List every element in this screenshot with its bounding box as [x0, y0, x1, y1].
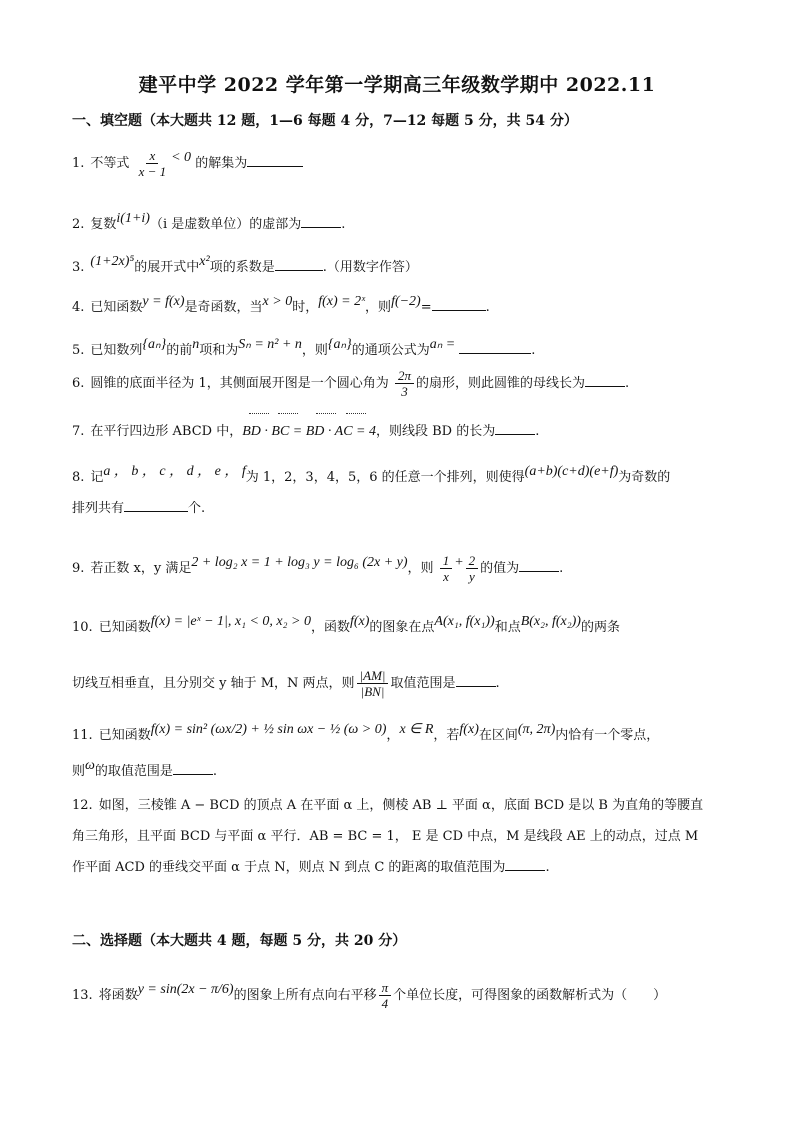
fraction: $\frac{2}{y}$: [466, 553, 479, 584]
question-7: 7. 在平行四边形 ABCD 中，BD · BC = BD · AC = 4，则线段 BD 的长为 .: [72, 420, 732, 442]
question-9: 9. 若正数 x，y 满足2 + log₂ x = 1 + log₃ y = log₆ (2x + y)，则 $\frac{1}{x}$ + $\frac{2}{y}$ 的值为 .: [72, 553, 564, 584]
question-12: 12. 如图，三棱锥 A − BCD 的顶点 A 在平面 α 上，侧棱 AB ⊥ 平面 α，底面 BCD 是以 B 为直角的等腰直 角三角形，且平面 BCD 与平面 α 平行．AB = BC = 1， E 是 CD 中点，M 是线段 AE 上的动点，过点 M 作平面 ACD 的垂线交平面 α 于点 N，则点 N 到点 C 的距离的取值范围为 .: [72, 798, 704, 875]
question-8: 8. 记a ， b ， c ， d ， e ， f为 1，2，3，4，5，6 的任意一个排列，则使得(a+b)(c+d)(e+f)为奇数的 排列共有 个.: [72, 464, 671, 516]
question-4: 4. 已知函数y = f(x)是奇函数，当x > 0时，f(x) = 2ˣ，则f(−2)= .: [72, 294, 490, 315]
fraction: $\frac{\pi}{4}$: [379, 980, 392, 1011]
question-1: 1. 不等式 $\frac{x}{x - 1}$ < 0 的解集为: [72, 148, 732, 179]
math-expression: f(x) = sin² (ωx/2) + ½ sin ωx − ½ (ω > 0): [150, 722, 387, 737]
answer-blank: [124, 497, 188, 512]
section-2-header: 二、选择题（本大题共 4 题，每题 5 分，共 20 分）: [72, 933, 407, 949]
answer-blank: [456, 672, 496, 687]
question-6: 6. 圆锥的底面半径为 1，其侧面展开图是一个圆心角为 $\frac{2\pi}{3}$ 的扇形，则此圆锥的母线长为 .: [72, 368, 630, 399]
math-expression: (1+2x)⁵: [90, 254, 135, 269]
vector-arrow-mark: [316, 413, 336, 417]
answer-blank: [432, 296, 486, 311]
math-expression: f(x) = |eˣ − 1|, x₁ < 0, x₂ > 0: [150, 614, 311, 629]
vector-expression: BD · BC = BD · AC = 4: [242, 424, 376, 439]
fraction: $\frac{x}{x - 1}$: [138, 148, 167, 179]
answer-blank: [275, 256, 323, 271]
page-title: 建平中学 2022 学年第一学期高三年级数学期中 2022.11: [138, 74, 656, 96]
math-expression: y = sin(2x − π/6): [137, 982, 234, 997]
answer-blank: [173, 760, 213, 775]
math-expression: 2 + log₂ x = 1 + log₃ y = log₆ (2x + y): [191, 555, 408, 570]
question-3: 3. (1+2x)⁵的展开式中x²项的系数是 .（用数字作答）: [72, 254, 418, 275]
math-expression: i(1+i): [116, 211, 150, 226]
answer-blank: [459, 339, 531, 354]
fraction: $\frac{|AM|}{|BN|}$: [357, 668, 389, 699]
vector-arrow-mark: [249, 413, 269, 417]
answer-blank: [505, 856, 545, 871]
fraction: $\frac{2\pi}{3}$: [395, 368, 414, 399]
question-2: 2. 复数i(1+i)（i 是虚数单位）的虚部为 .: [72, 211, 346, 232]
question-13: 13. 将函数y = sin(2x − π/6)的图象上所有点向右平移 $\frac{\pi}{4}$ 个单位长度，可得图象的函数解析式为（ ）: [72, 980, 667, 1011]
answer-blank: [301, 213, 341, 228]
answer-blank: [519, 557, 559, 572]
section-1-header: 一、填空题（本大题共 12 题，1—6 每题 4 分，7—12 每题 5 分，共 54 分）: [72, 113, 578, 129]
answer-blank: [585, 372, 625, 387]
vector-arrow-mark: [278, 413, 298, 417]
answer-blank: [247, 152, 303, 167]
question-number: 1.: [72, 156, 85, 171]
fraction: $\frac{1}{x}$: [440, 553, 453, 584]
question-11: 11. 已知函数f(x) = sin² (ωx/2) + ½ sin ωx − ½ (ω > 0)，x ∈ R，若f(x)在区间(π, 2π)内恰有一个零点， 则ω的取值范围是 .: [72, 722, 660, 779]
question-5: 5. 已知数列{aₙ}的前n项和为Sₙ = n² + n，则{aₙ}的通项公式为aₙ = .: [72, 337, 536, 358]
question-10: 10. 已知函数f(x) = |eˣ − 1|, x₁ < 0, x₂ > 0，函数f(x)的图象在点A(x₁, f(x₁))和点B(x₂, f(x₂))的两条 切线互相垂直，且分别交 y 轴于 M，N 两点，则 $\frac{|AM|}{|BN|}$ 取值范围是 .: [72, 614, 620, 699]
answer-blank: [495, 420, 535, 435]
vector-arrow-mark: [346, 413, 366, 417]
